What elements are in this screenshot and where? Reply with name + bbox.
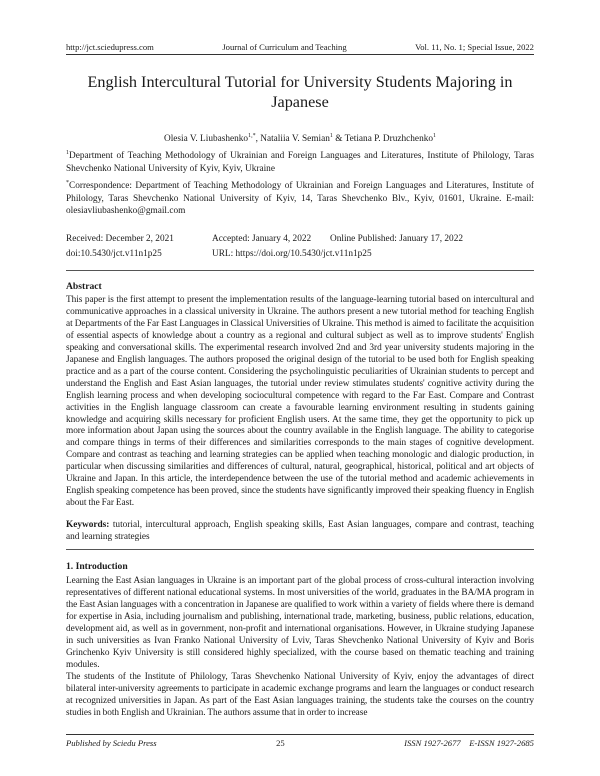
author-list — [66, 134, 534, 144]
accepted-date: Accepted: January 4, 2022 — [212, 234, 312, 244]
article-title: English Intercultural Tutorial for University Students Majoring in Japanese — [87, 73, 513, 111]
author-name: Nataliia V. Semian — [260, 134, 330, 144]
correspondence-text: Correspondence: Department of Teaching Methodology of Ukrainian and Foreign Languages and Literatures, Institute of Philology, Taras Shevchenko National University of Kyiv, 14, Taras Shevchenko Blv., Kyiv, 01601, Ukraine. E-mail: olesiavliubashenko@gmail.com — [66, 181, 534, 217]
paragraph: The students of the Institute of Philology, Taras Shevchenko National University of Kyiv, enjoy the advantages of direct bilateral inter-university agreements to participate in academic exchange programs and learn the languages or conduct research at recognized universities in Japan. As part of the East Asian languages training, the students take the courses on the country studies in both English and Ukrainian. The authors assume that in order to increase — [66, 672, 534, 718]
affiliation-text: Department of Teaching Methodology of Ukrainian and Foreign Languages and Literatures, Institute of Philology, Taras Shevchenko National University of Kyiv, Kyiv, Ukraine — [66, 151, 534, 174]
correspondence-mark: * — [66, 179, 69, 186]
journal-name: Journal of Curriculum and Teaching — [222, 42, 347, 52]
keywords — [66, 519, 534, 543]
running-header — [66, 42, 534, 55]
author-sep: & — [332, 134, 345, 144]
author-sup: 1 — [433, 132, 437, 139]
divider — [66, 549, 534, 550]
page-number: 25 — [276, 738, 285, 748]
author-sup: 1,* — [248, 132, 256, 139]
publisher: Published by Sciedu Press — [66, 738, 157, 748]
author-name: Olesia V. Liubashenko — [163, 134, 249, 144]
keywords-label: Keywords: — [66, 520, 110, 530]
author-name: Tetiana P. Druzhchenko — [344, 134, 434, 144]
journal-url[interactable]: http://jct.sciedupress.com — [66, 42, 154, 52]
received-date: Received: December 2, 2021 — [66, 234, 174, 244]
volume-info: Vol. 11, No. 1; Special Issue, 2022 — [415, 42, 534, 52]
publication-dates — [66, 232, 534, 262]
divider — [66, 270, 534, 271]
abstract-heading: Abstract — [66, 281, 102, 292]
keywords-text: tutorial, intercultural approach, English speaking skills, East Asian languages, compare and contrast, teaching and learning strategies — [66, 520, 534, 542]
author-sup: 1 — [329, 132, 333, 139]
doi-url[interactable]: URL: https://doi.org/10.5430/jct.v11n1p25 — [212, 249, 372, 259]
page-footer — [66, 734, 534, 748]
issn: ISSN 1927-2677 E-ISSN 1927-2685 — [404, 738, 534, 748]
doi[interactable]: doi:10.5430/jct.v11n1p25 — [66, 249, 162, 259]
published-date: Online Published: January 17, 2022 — [330, 234, 463, 244]
affiliation-mark: 1 — [66, 149, 69, 156]
paragraph: Learning the East Asian languages in Ukraine is an important part of the global process of cross-cultural interaction involving representatives of different national educational systems. In most universities of the world, graduates in the BA/MA program in the East Asian languages with a concentration in Japanese are qualified to work within a variety of fields where there is demand for expertise in Asia, including journalism and publishing, international trade, marketing, business, public relations, education, development aid, as well as in government, non-profit and international organisations. However, in Ukraine studying Japanese in such universities as Ivan Franko National University of Lviv, Taras Shevchenko National University of Kyiv and Boris Grinchenko Kyiv University is still considered highly specialized, with the course based on thematic teaching and training modules. — [66, 576, 534, 670]
author-sep: , — [255, 134, 261, 144]
correspondence — [66, 180, 534, 218]
section-heading: 1. Introduction — [66, 561, 128, 572]
affiliation — [66, 150, 534, 175]
abstract-text: This paper is the first attempt to present the implementation results of the language-learning tutorial based on intercultural and communicative approaches in a classical university in Ukraine. The authors present a new tutorial method for teaching English at Departments of the Far East Languages in Classical Universities of Ukraine. This method is aimed to facilitate the acquisition of essential aspects of knowledge about a country as a regional and cultural subject as well as to improve students' English speaking and conversational skills. The experimental research involved 2nd and 3rd year university students majoring in the Japanese and English languages. The authors proposed the original design of the tutorial to be used both for English speaking practice and as a part of the course content. Considering the psycholinguistic peculiarities of Ukrainian students to percept and understand the English and East Asian languages, the tutorial under review stimulates students' cognitive activity during the English learning process and when developing sociocultural competence with regard to the Far East. Compare and Contrast activities in the English language classroom can create a favourable learning environment resulting in students gaining knowledge and acquiring skills necessary for proficient English users. At the same time, they get the opportunity to pick up more information about Japan using the sources about the country available in the English language. The ability to categorise and compare things in terms of their differences and similarities corresponds to the main stages of cognitive development. Compare and contrast as teaching and learning strategies can be applied when teaching monologic and dialogic production, in particular when discussing similarities and differences of cultural, natural, geographical, historical, political and art objects of Ukraine and Japan. In this article, the interdependence between the use of the tutorial method and academic achievements in English speaking competence has been proved, since the students have significantly improved their speaking fluency in English about the Far East. — [66, 295, 534, 509]
